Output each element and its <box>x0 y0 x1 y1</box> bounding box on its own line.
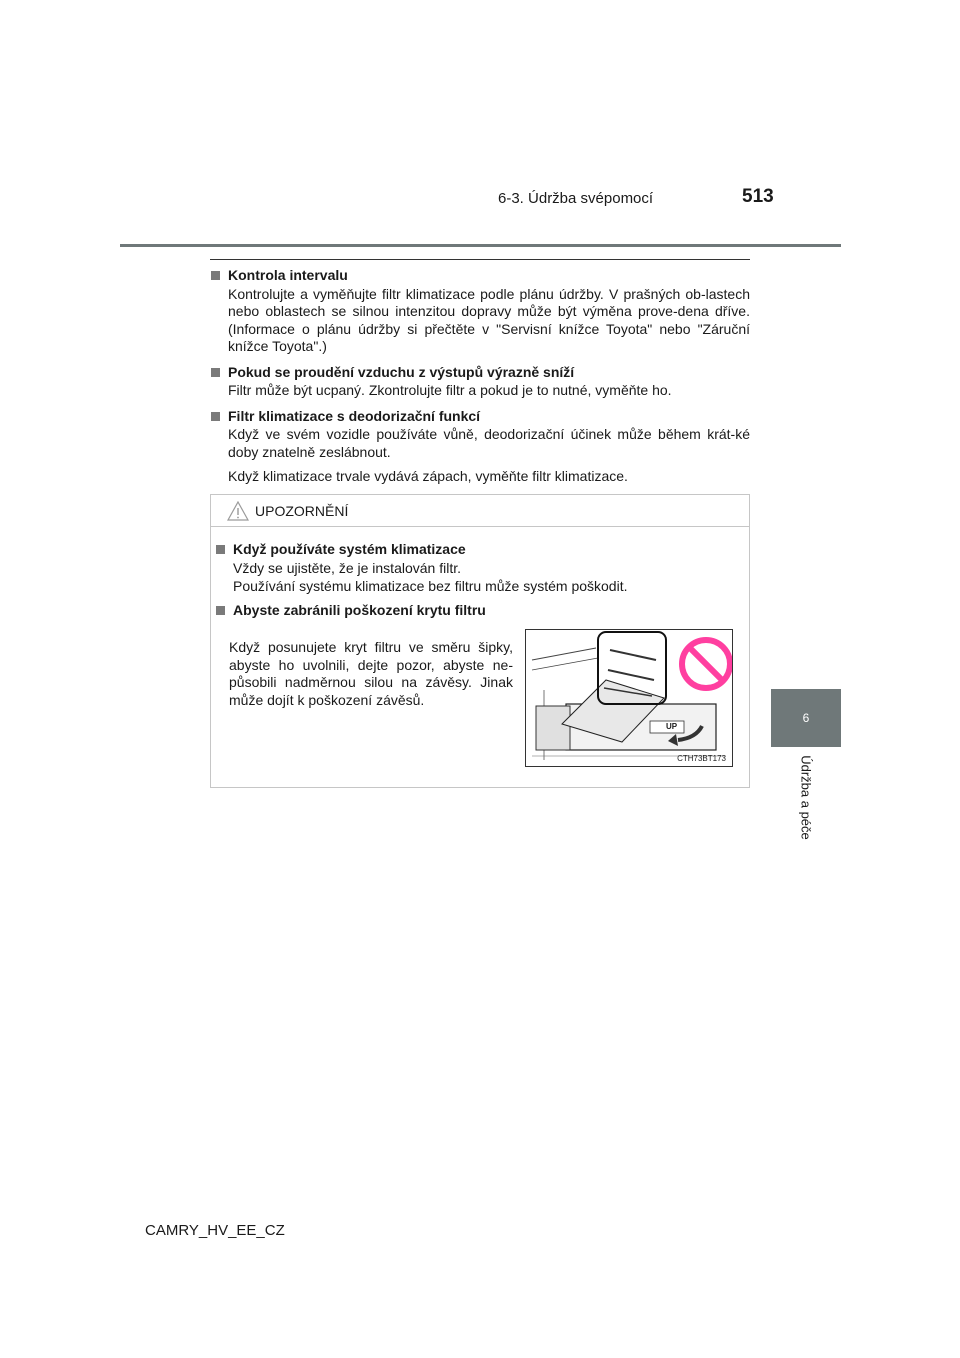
bullet-square-icon <box>216 545 225 554</box>
filter-cover-illustration <box>525 629 733 767</box>
figure-caption: CTH73BT173 <box>677 754 726 763</box>
warning-line: Používání systému klimatizace bez filtru může systém poškodit. <box>233 578 628 594</box>
bullet-square-icon <box>211 412 220 421</box>
section-paragraph: Když ve svém vozidle používáte vůně, deodorizační účinek může během krát-ké doby znatelně zeslábnout. <box>228 426 750 460</box>
warning-body <box>215 541 745 619</box>
filter-cover-drawing <box>526 630 732 766</box>
warning-header <box>211 495 749 527</box>
bullet-square-icon <box>211 368 220 377</box>
warning-note: Když posunujete kryt filtru ve směru šipky, abyste ho uvolnili, dejte pozor, abyste ne-působili nadměrnou silou na závěsy. Jinak může dojít k poškození závěsů. <box>229 639 513 708</box>
chapter-title: Údržba a péče <box>798 755 814 840</box>
section-paragraph: Kontrolujte a vyměňujte filtr klimatizace podle plánu údržby. V prašných ob-lastech nebo oblastech se silnou intenzitou dopravy může být výměna prove-dena dříve. (Informace o plánu údržby si přečtěte v "Servisní knížce Toyota" nebo "Záruční knížce Toyota".) <box>228 285 750 354</box>
warning-heading: Když používáte systém klimatizace <box>215 541 745 559</box>
warning-line: Vždy se ujistěte, že je instalován filtr. <box>233 559 461 576</box>
warning-heading: Abyste zabránili poškození krytu filtru <box>215 602 745 620</box>
section-paragraph: Když klimatizace trvale vydává zápach, vyměňte filtr klimatizace. <box>228 468 628 484</box>
bullet-square-icon <box>216 606 225 615</box>
section-heading: Kontrola intervalu <box>210 267 750 285</box>
up-label: UP <box>666 722 678 731</box>
section-title: 6-3. Údržba svépomocí <box>498 190 654 207</box>
page-number: 513 <box>742 186 774 207</box>
section-heading: Pokud se proudění vzduchu z výstupů výrazně sníží <box>210 364 750 382</box>
bullet-square-icon <box>211 271 220 280</box>
warning-triangle-icon <box>227 501 249 521</box>
document-code: CAMRY_HV_EE_CZ <box>145 1222 285 1239</box>
chapter-number: 6 <box>802 711 810 725</box>
warning-box <box>210 494 750 788</box>
content-rule <box>210 259 750 260</box>
warning-title: UPOZORNĚNÍ <box>255 503 349 519</box>
section-paragraph: Filtr může být ucpaný. Zkontrolujte filtr a pokud je to nutné, vyměňte ho. <box>228 382 672 398</box>
header-rule <box>120 244 841 247</box>
main-content <box>210 267 750 486</box>
section-heading: Filtr klimatizace s deodorizační funkcí <box>210 408 750 426</box>
